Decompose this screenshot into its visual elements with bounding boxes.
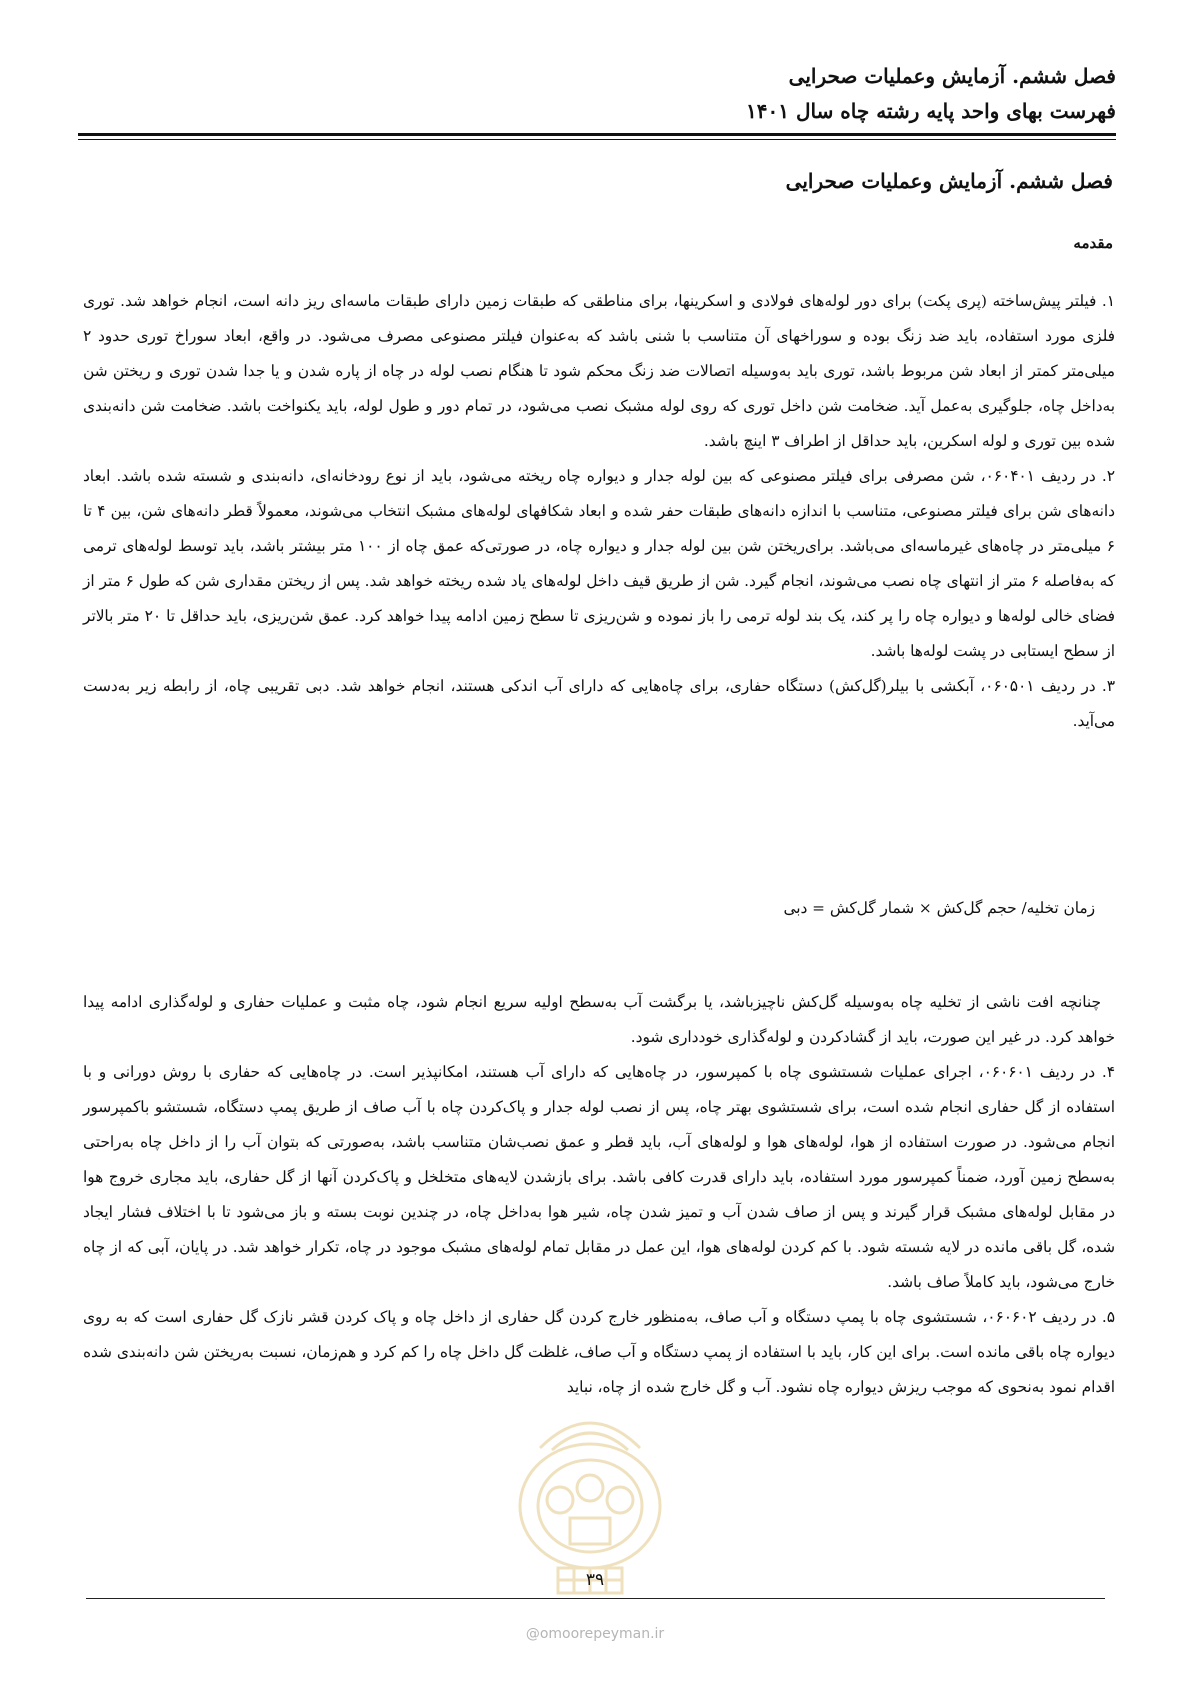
body-block-1 xyxy=(83,284,1115,739)
intro-heading: مقدمه xyxy=(1073,234,1113,252)
discharge-formula: زمان تخلیه/ حجم گل‌کش × شمار گل‌کش = دبی xyxy=(783,899,1095,917)
paragraph-4: چنانچه افت ناشی از تخلیه چاه به‌وسیله گل‌کش ناچیزباشد، یا برگشت آب به‌سطح اولیه سریع انجام شود، چاه مثبت و عملیات حفاری و لوله‌گذاری ادامه پیدا خواهد کرد. در غیر این صورت، باید از گشادکردن و لوله‌گذاری خودداری شود. xyxy=(83,993,1115,1046)
chapter-title: فصل ششم. آزمایش وعملیات صحرایی xyxy=(785,169,1113,193)
watermark-seal-icon xyxy=(500,1388,680,1598)
paragraph-2: ۲. در ردیف ۰۶۰۴۰۱، شن مصرفی برای فیلتر مصنوعی که بین لوله جدار و دیواره چاه ریخته می‌شود، باید از نوع رودخانه‌ای، دانه‌بندی و شسته شده باشد. ابعاد دانه‌های شن برای فیلتر مصنوعی، متناسب با اندازه دانه‌های طبقات حفر شده و ابعاد شکافهای لوله‌های مشبک انتخاب می‌شوند، معمولاً قطر دانه‌های شن، بین ۴ تا ۶ میلی‌متر در چاه‌های غیرماسه‌ای می‌باشد. برای‌ریختن شن بین لوله جدار و دیواره چاه، در صورتی‌که عمق چاه از ۱۰۰ متر بیشتر باشد، باید توسط لوله‌های ترمی که به‌فاصله ۶ متر از انتهای چاه نصب می‌شوند، انجام گیرد. شن از طریق قیف داخل لوله‌های یاد شده ریخته خواهد شد. پس از ریختن مقداری شن که طول ۶ متر از فضای خالی لوله‌ها و دیواره چاه را پر کند، یک بند لوله ترمی را باز نموده و شن‌ریزی تا سطح زمین ادامه پیدا خواهد کرد. عمق شن‌ریزی، باید حداقل تا ۲۰ متر بالاتر از سطح ایستابی در پشت لوله‌ها باشد. xyxy=(83,467,1115,660)
header-rule-thin xyxy=(78,139,1116,140)
running-header-title: فهرست بهای واحد پایه رشته چاه سال ۱۴۰۱ xyxy=(746,99,1116,123)
paragraph-6: ۵. در ردیف ۰۶۰۶۰۲، شستشوی چاه با پمپ دستگاه و آب صاف، به‌منظور خارج کردن گل حفاری از داخل چاه و پاک کردن قشر نازک گل حفاری است که به روی دیواره چاه باقی مانده است. برای این کار، باید با استفاده از پمپ دستگاه و آب صاف، غلظت گل داخل چاه را کم کرد و هم‌زمان، نسبت به‌ریختن شن دانه‌بندی شده اقدام نمود به‌نحوی که موجب ریزش دیواره چاه نشود. آب و گل خارج شده از چاه، نباید xyxy=(83,1308,1115,1396)
paragraph-1: ۱. فیلتر پیش‌ساخته (پری پکت) برای دور لوله‌های فولادی و اسکرینها، برای مناطقی که طبقات زمین دارای طبقات ماسه‌ای ریز دانه است، انجام خواهد شد. توری فلزی مورد استفاده، باید ضد زنگ بوده و سوراخهای آن متناسب با شنی باشد که به‌عنوان فیلتر مصنوعی مصرف می‌شود. در واقع، ابعاد سوراخ توری حدود ۲ میلی‌متر کمتر از ابعاد شن مربوط باشد، توری باید به‌وسیله اتصالات ضد زنگ محکم شود تا هنگام نصب لوله در چاه از پاره شدن و یا جدا شدن توری و ریختن شن به‌داخل چاه، جلوگیری به‌عمل آید. ضخامت شن داخل توری که روی لوله مشبک نصب می‌شود، در تمام دور و طول لوله، باید یکنواخت باشد. ضخامت شن دانه‌بندی شده بین توری و لوله اسکرین، باید حداقل از اطراف ۳ اینچ باشد. xyxy=(83,292,1115,450)
body-block-2 xyxy=(83,985,1115,1405)
footer-rule xyxy=(86,1598,1105,1599)
page-number: ۳۹ xyxy=(585,1570,605,1590)
paragraph-3: ۳. در ردیف ۰۶۰۵۰۱، آبکشی با بیلر(گل‌کش) دستگاه حفاری، برای چاه‌هایی که دارای آب اندکی هستند، انجام خواهد شد. دبی تقریبی چاه، از رابطه زیر به‌دست می‌آید. xyxy=(83,677,1115,730)
header-rule-thick xyxy=(78,133,1116,136)
running-header-chapter: فصل ششم. آزمایش وعملیات صحرایی xyxy=(788,64,1116,88)
paragraph-5: ۴. در ردیف ۰۶۰۶۰۱، اجرای عملیات شستشوی چاه با کمپرسور، در چاه‌هایی که دارای آب هستند، امکانپذیر است. در چاه‌هایی که حفاری با روش دورانی و با استفاده از گل حفاری انجام شده است، برای شستشوی بهتر چاه، پس از نصب لوله جدار و پاک‌کردن چاه با آب صاف از طریق پمپ دستگاه، شستشو باکمپرسور انجام می‌شود. در صورت استفاده از هوا، لوله‌های هوا و لوله‌های آب، باید قطر و عمق نصب‌شان متناسب باشد، به‌صورتی که بتوان آب را از داخل چاه به‌راحتی به‌سطح زمین آورد، ضمناً کمپرسور مورد استفاده، باید دارای قدرت کافی باشد. برای بازشدن لایه‌های متخلخل و پاک‌کردن آنها از گل حفاری، باید مجاری خروج هوا در مقابل لوله‌های مشبک قرار گیرند و پس از صاف شدن آب و تمیز شدن چاه، شیر هوا به‌داخل چاه، در چندین نوبت بسته و باز می‌شود تا با اختلاف فشار ایجاد شده، گل باقی مانده در لایه شسته شود. با کم کردن لوله‌های هوا، این عمل در مقابل تمام لوله‌های مشبک موجود در چاه، تکرار خواهد شد. در پایان، آبی که از چاه خارج می‌شود، باید کاملاً صاف باشد. xyxy=(83,1063,1115,1291)
footer-website: @omoorepeyman.ir xyxy=(525,1626,665,1642)
